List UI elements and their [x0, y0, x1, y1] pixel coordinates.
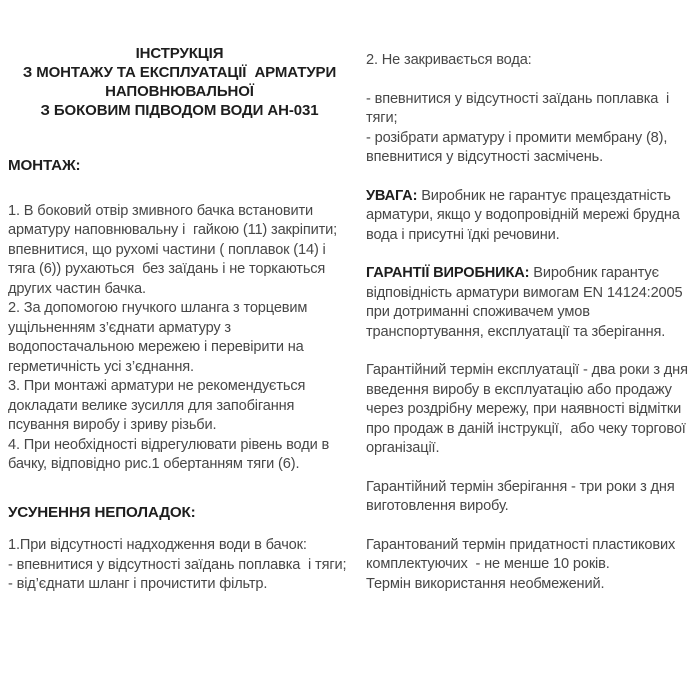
warranty-label: ГАРАНТІЇ ВИРОБНИКА:	[366, 265, 530, 281]
warranty-term-plastic-parts: Гарантований термін придатності пластикових комплектуючих - не менше 10 років.	[366, 536, 680, 572]
trouble-case2-title: 2. Не закривається вода:	[366, 52, 532, 68]
attention-text: Виробник не гарантує працездатність арматури, якщо у водопровідній мережі брудна вода і присутні їдкі речовини.	[366, 187, 684, 243]
warranty-term-storage: Гарантійний термін зберігання - три роки з дня виготовлення виробу.	[366, 478, 679, 514]
montazh-step-1: 1. В боковий отвір змивного бачка встановити арматуру наповнювальну і гайкою (11) закріпити; впевнитися, що рухомі частини ( поплавок (14) і тяга (6)) рухаються без заїдань і не торкаються других частин бачка.	[8, 202, 341, 297]
warranty-paragraph	[366, 264, 699, 342]
warranty-term-exploitation: Гарантійний термін експлуатації - два роки з дня введення виробу в експлуатацію або продажу через роздрібну мережу, при наявності відмітки про продаж в даній інструкції, або чеку торгової організації.	[366, 362, 692, 456]
right-column	[366, 0, 699, 594]
attention-paragraph	[366, 187, 699, 246]
title-line-4: З БОКОВИМ ПІДВОДОМ ВОДИ АН-031	[40, 102, 319, 119]
montazh-section-heading: МОНТАЖ:	[8, 157, 81, 174]
trouble-case2-item-1: - впевнитися у відсутності заїдань поплавка і тяги;	[366, 90, 674, 126]
trouble-case1-item-2: - від’єднати шланг і прочистити фільтр.	[8, 576, 268, 592]
title-line-2: З МОНТАЖУ ТА ЕКСПЛУАТАЦІЇ АРМАТУРИ	[22, 64, 337, 81]
document-title	[8, 44, 351, 120]
title-line-1: ІНСТРУКЦІЯ	[135, 45, 224, 62]
usage-term-unlimited: Термін використання необмежений.	[366, 575, 605, 592]
trouble-case1-title: 1.При відсутності надходження води в бачок:	[8, 537, 307, 553]
montazh-step-4: 4. При необхідності відрегулювати рівень води в бачку, відповідно рис.1 обертанням тяги (6).	[8, 436, 333, 472]
montazh-step-3: 3. При монтажі арматури не рекомендується докладати велике зусилля для запобігання псування виробу і зриву різьби.	[8, 378, 310, 433]
trouble-case2-item-2: - розібрати арматуру і промити мембрану (8), впевнитися у відсутності засмічень.	[366, 129, 672, 165]
title-line-3: НАПОВНЮВАЛЬНОЇ	[105, 83, 254, 100]
attention-label: УВАГА:	[366, 187, 418, 204]
troubleshooting-section-heading: УСУНЕННЯ НЕПОЛАДОК:	[8, 503, 196, 521]
montazh-step-2: 2. За допомогою гнучкого шланга з торцевим ущільненням з’єднати арматуру з водопостачальною мережею і перевірити на герметичність усі з’єднання.	[8, 300, 312, 375]
trouble-case1-item-1: - впевнитися у відсутності заїдань поплавка і тяги;	[8, 556, 347, 573]
montazh-steps	[8, 202, 351, 475]
left-column	[8, 0, 351, 595]
warranty-text: Виробник гарантує відповідність арматури вимогам EN 14124:2005 при дотриманні споживачем умов транспортування, експлуатації та зберігання.	[366, 265, 691, 340]
